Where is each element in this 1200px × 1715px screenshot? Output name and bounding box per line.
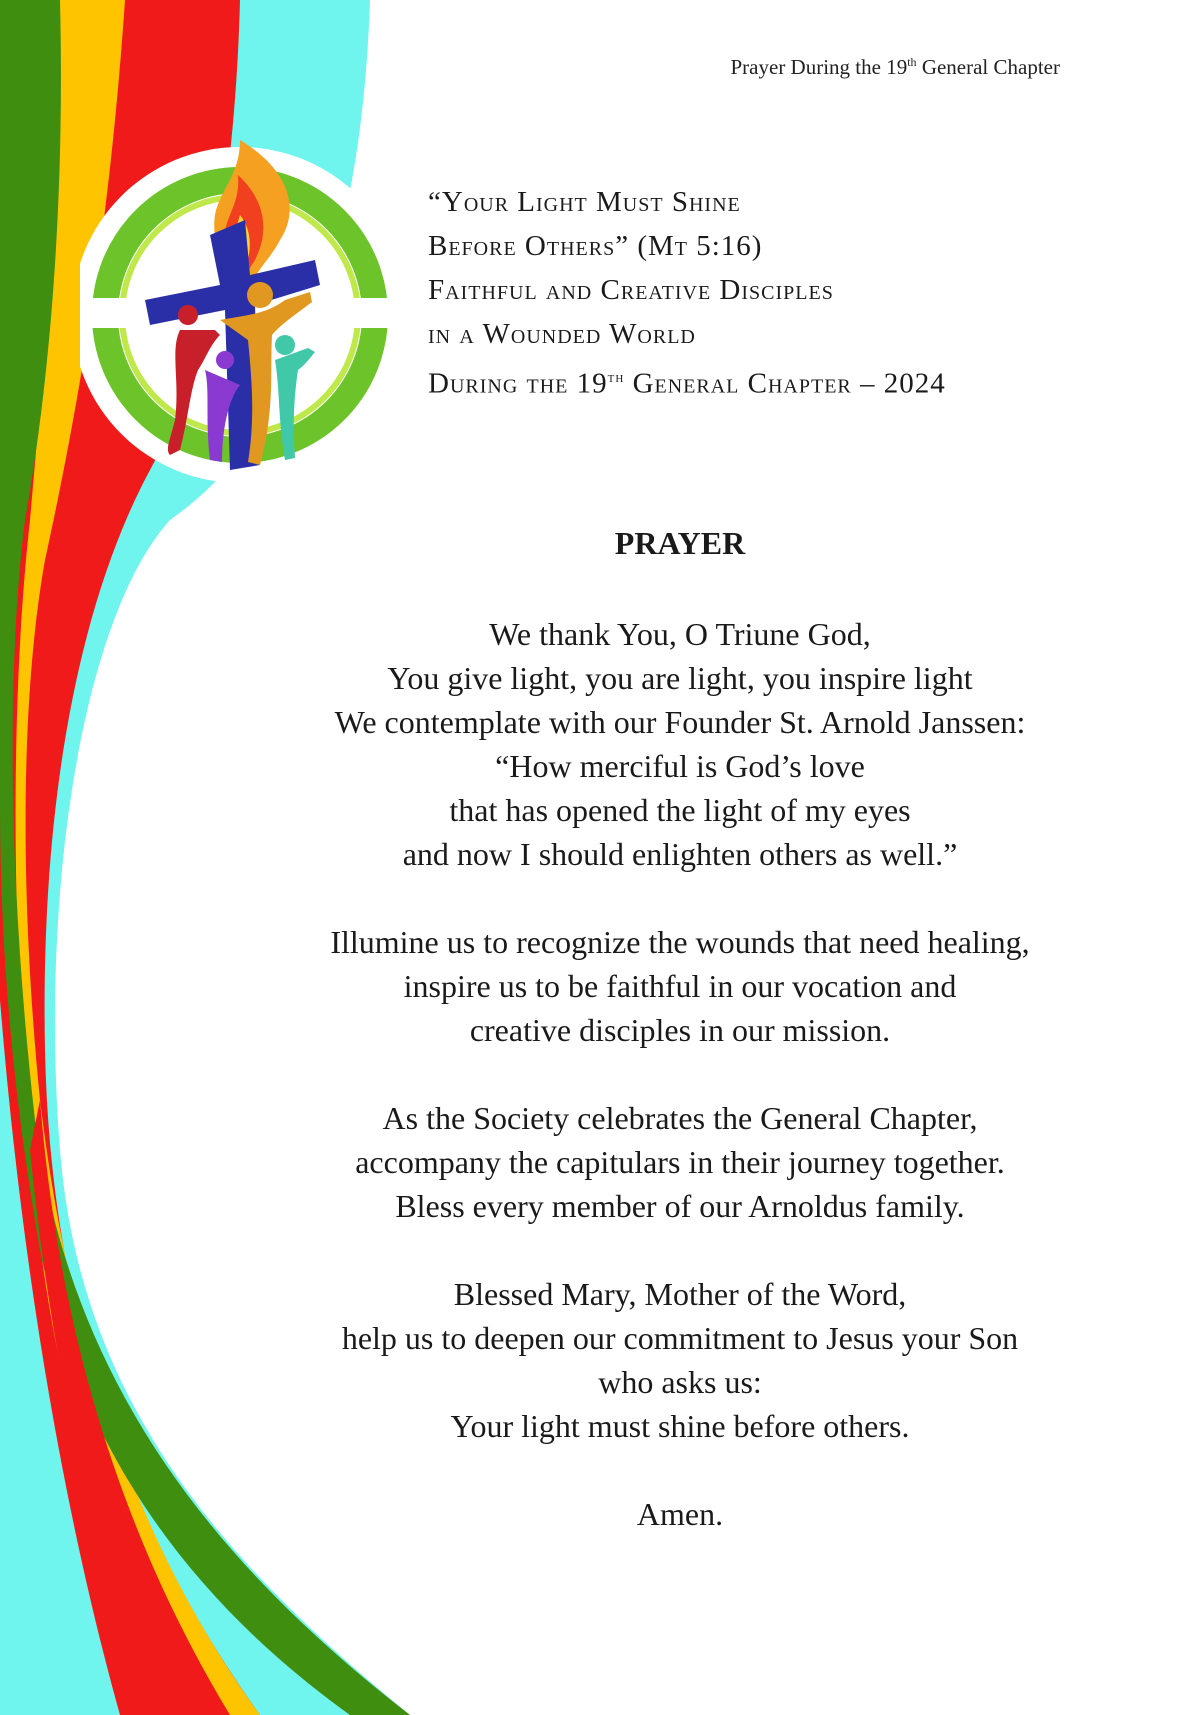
prayer-line: creative disciples in our mission. — [469, 1012, 891, 1048]
header-text: Prayer During the 19 — [730, 55, 908, 79]
header-superscript: th — [907, 55, 917, 69]
prayer-line: who asks us: — [598, 1364, 762, 1400]
prayer-closing: Amen. — [636, 1496, 724, 1532]
prayer-line: that has opened the light of my eyes — [449, 792, 911, 828]
prayer-line: Bless every member of our Arnoldus family. — [395, 1188, 965, 1224]
prayer-heading: PRAYER — [614, 525, 746, 561]
chapter-logo — [80, 120, 400, 510]
prayer-line: Blessed Mary, Mother of the Word, — [453, 1276, 907, 1312]
theme-line-1: “Your Light Must Shine — [428, 186, 741, 218]
stanza-3 — [230, 1096, 1130, 1228]
prayer-line: Illumine us to recognize the wounds that need healing, — [330, 924, 1030, 960]
prayer-line: We contemplate with our Founder St. Arnold Janssen: — [334, 704, 1026, 740]
prayer-line: “How merciful is God’s love — [495, 748, 865, 784]
chapter-theme — [428, 180, 1128, 406]
prayer-line: help us to deepen our commitment to Jesus your Son — [341, 1320, 1019, 1356]
prayer-line: Your light must shine before others. — [450, 1408, 910, 1444]
theme-line-4: in a Wounded World — [428, 318, 696, 350]
prayer-line: and now I should enlighten others as well.” — [402, 836, 958, 872]
theme-line-5 — [428, 356, 1128, 406]
prayer-line: inspire us to be faithful in our vocation and — [403, 968, 957, 1004]
prayer-line: As the Society celebrates the General Chapter, — [382, 1100, 978, 1136]
stanza-2 — [230, 920, 1130, 1052]
stanza-4 — [230, 1272, 1130, 1448]
theme-line-5-a: During the 19 — [428, 367, 608, 400]
prayer-line: We thank You, O Triune God, — [489, 616, 871, 652]
stanza-1 — [230, 612, 1130, 876]
theme-line-5-sup: th — [607, 370, 625, 386]
prayer-line: You give light, you are light, you inspire light — [387, 660, 973, 696]
prayer-body — [230, 612, 1130, 1536]
theme-line-5-b: General Chapter – 2024 — [624, 367, 946, 400]
prayer-line: accompany the capitulars in their journey together. — [355, 1144, 1005, 1180]
page-header — [731, 55, 1061, 80]
theme-line-2: Before Others” (Mt 5:16) — [428, 230, 763, 262]
header-text-after: General Chapter — [916, 55, 1060, 79]
theme-line-3: Faithful and Creative Disciples — [428, 274, 834, 306]
